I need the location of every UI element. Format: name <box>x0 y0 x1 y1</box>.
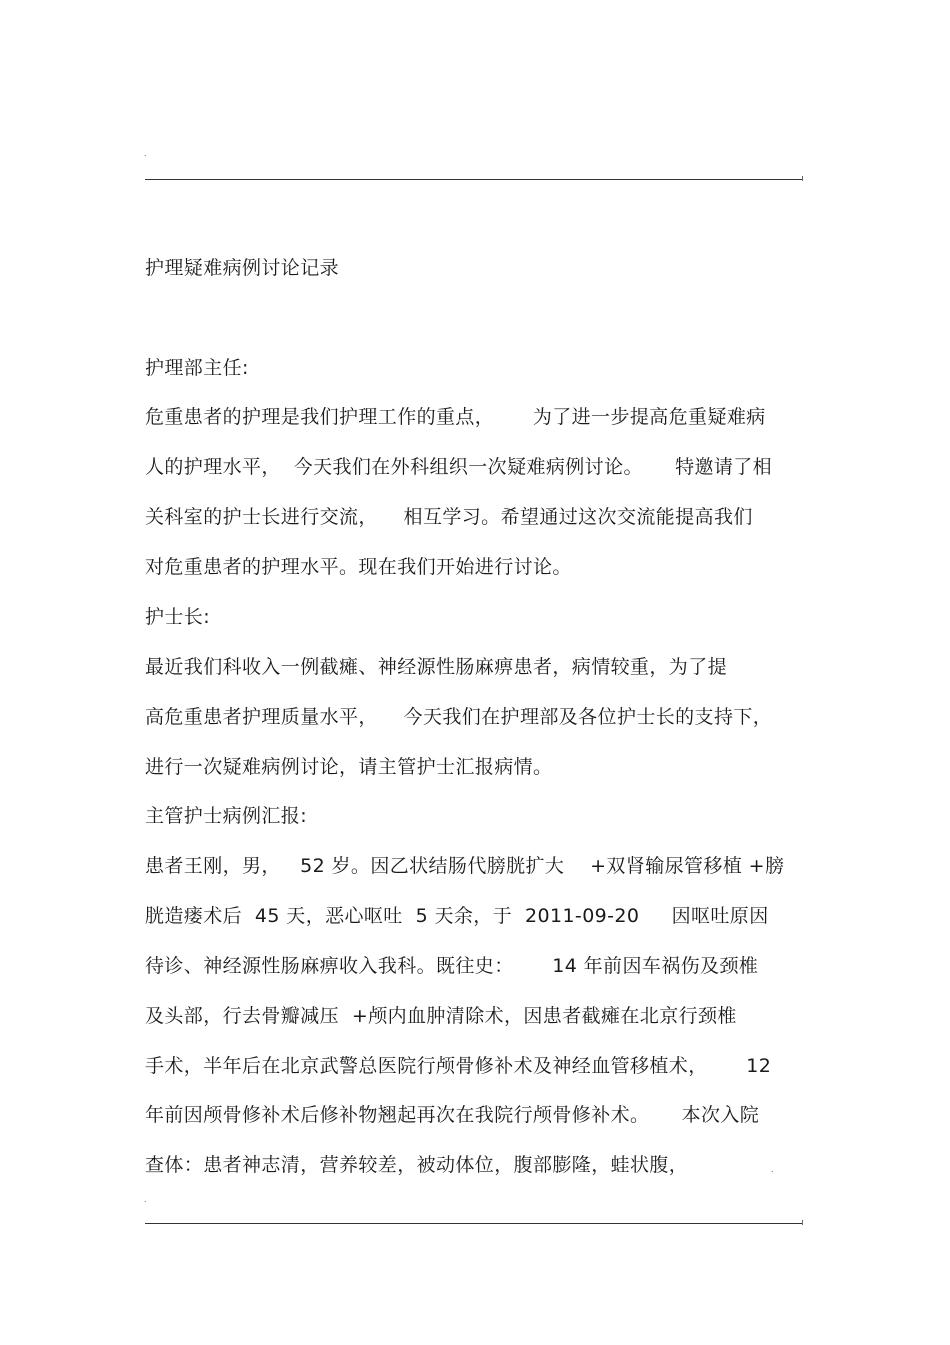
paragraph-line: 进行一次疑难病例讨论，请主管护士汇报病情。 <box>145 756 553 778</box>
paragraph-line: 待诊、神经源性肠麻痹收入我科。既往史： 14 年前因车祸伤及颈椎 <box>145 955 759 977</box>
paragraph-line: 最近我们科收入一例截瘫、神经源性肠麻痹患者，病情较重，为了提 <box>145 656 728 678</box>
header-rule <box>145 179 803 180</box>
paragraph-line: 胱造瘘术后 45 天，恶心呕吐 5 天余，于 2011-09-20 因呕吐原因 <box>145 905 769 927</box>
header-mark: . <box>144 149 147 158</box>
footer-rule-tick <box>802 1220 803 1225</box>
paragraph-line: 及头部，行去骨瓣减压 +颅内血肿清除术，因患者截瘫在北京行颈椎 <box>145 1005 737 1027</box>
paragraph-line: 高危重患者护理质量水平， 今天我们在护理部及各位护士长的支持下， <box>145 706 773 728</box>
speaker-label-nursing-director: 护理部主任: <box>145 357 249 379</box>
paragraph-line: 年前因颅骨修补术后修补物翘起再次在我院行颅骨修补术。 本次入院 <box>145 1104 760 1126</box>
footer-mark-right: . <box>771 1165 774 1174</box>
footer-mark-left: . <box>144 1195 147 1204</box>
paragraph-line: 手术，半年后在北京武警总医院行颅骨修补术及神经血管移植术， 12 <box>145 1055 772 1077</box>
paragraph-line: 对危重患者的护理水平。现在我们开始进行讨论。 <box>145 556 572 578</box>
header-rule-tick <box>802 176 803 181</box>
paragraph-line: 危重患者的护理是我们护理工作的重点， 为了进一步提高危重疑难病 <box>145 406 766 428</box>
paragraph-line: 人的护理水平， 今天我们在外科组织一次疑难病例讨论。 特邀请了相 <box>145 456 773 478</box>
paragraph-line: 患者王刚，男， 52 岁。因乙状结肠代膀胱扩大 +双肾输尿管移植 +膀 <box>145 855 785 877</box>
document-title: 护理疑难病例讨论记录 <box>145 257 340 279</box>
paragraph-line: 关科室的护士长进行交流， 相互学习。希望通过这次交流能提高我们 <box>145 506 753 528</box>
paragraph-line: 查体：患者神志清，营养较差，被动体位，腹部膨隆，蛙状腹， <box>145 1154 689 1176</box>
speaker-label-charge-nurse: 主管护士病例汇报: <box>145 805 308 827</box>
footer-rule <box>145 1223 803 1224</box>
speaker-label-head-nurse: 护士长: <box>145 606 211 628</box>
